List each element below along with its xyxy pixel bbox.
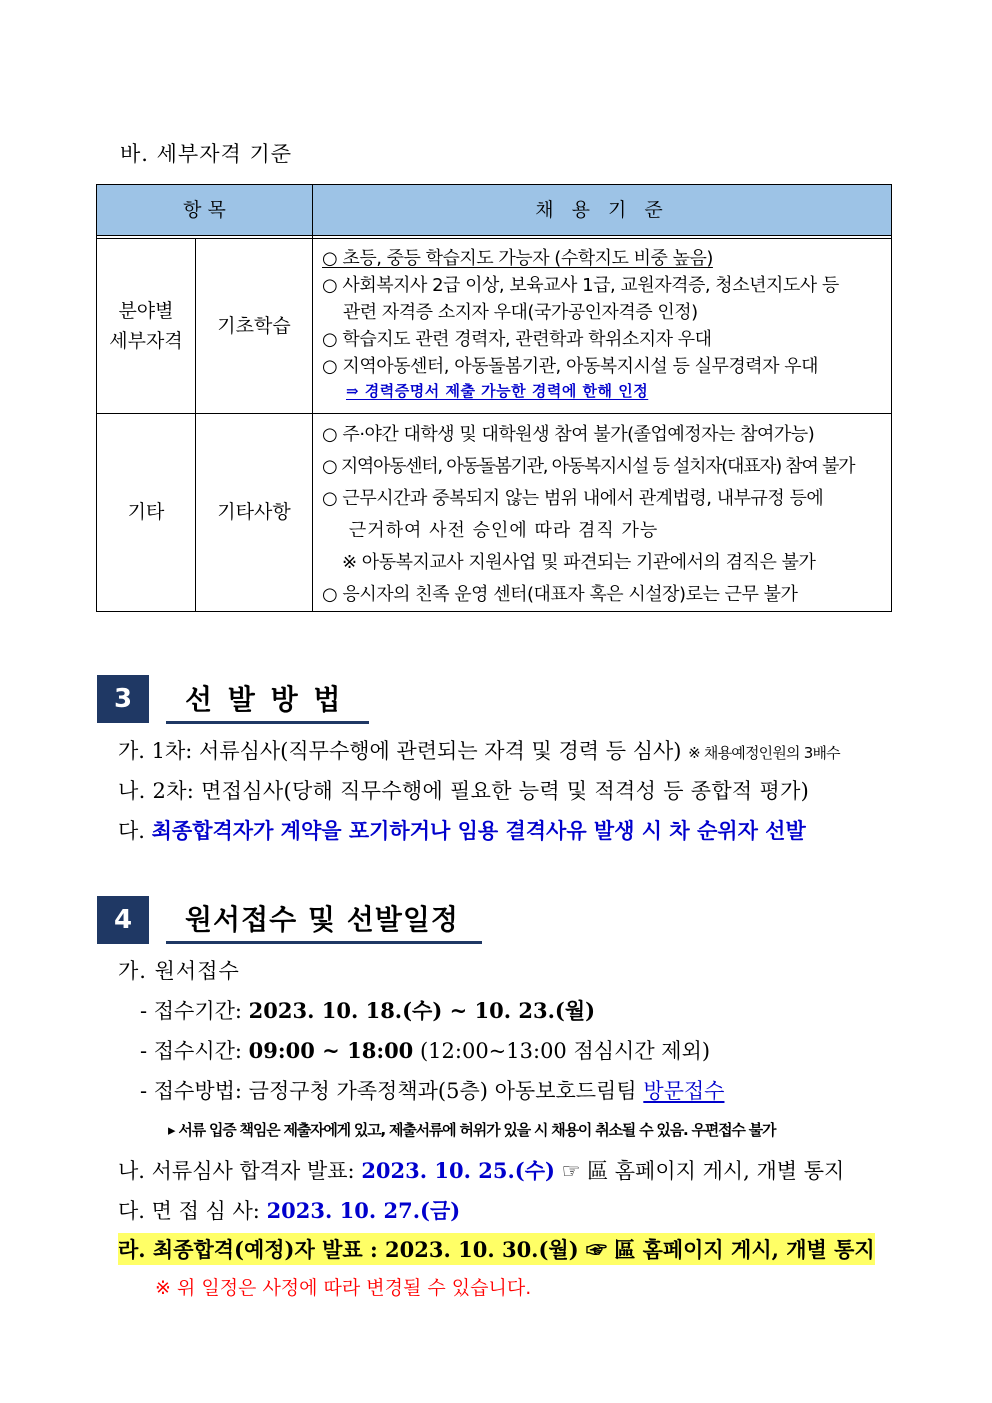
selection-step-1-note: ※ 채용예정인원의 3배수 [688,744,840,762]
row-sub: 기초학습 [217,315,291,337]
section-heading: 원서접수 및 선발일정 [185,903,459,936]
section-heading-underline [166,941,482,944]
application-period-label: - 접수기간: [140,999,249,1023]
row-category: 기타 [127,501,165,523]
section-title: 바. 세부자격 기준 [120,142,293,166]
section-heading: 선 발 방 법 [185,683,344,716]
criteria-line: 관련 자격증 소지자 우대(국가공인자격증 인정) [322,302,698,323]
selection-step-2: 나. 2차: 면접심사(당해 직무수행에 필요한 능력 및 적격성 등 종합적 평가) [118,779,810,803]
interview-schedule [118,1195,460,1225]
criteria-line: ○ 초등, 중등 학습지도 가능자 (수학지도 비중 높음) [322,248,713,269]
header-criteria: 채 용 기 준 [535,199,669,221]
criteria-line: ○ 근무시간과 중복되지 않는 범위 내에서 관계법령, 내부규정 등에 [322,488,824,509]
section-number-badge: 3 [97,675,149,723]
document-result-date: 2023. 10. 25.(수) [361,1158,555,1183]
final-result-announcement: 라. 최종합격(예정)자 발표 : 2023. 10. 30.(월) ☞ 區 홈페이지 게시, 개별 통지 [118,1233,875,1265]
criteria-line: 근거하여 사전 승인에 따라 겸직 가능 [322,520,659,541]
document-result-method: ☞ 區 홈페이지 게시, 개별 통지 [554,1159,845,1183]
application-time-extra: (12:00~13:00 점심시간 제외) [413,1039,711,1063]
selection-step-1 [118,735,840,765]
application-period [140,995,595,1025]
selection-step-3 [118,815,806,845]
table-divider [97,235,891,236]
schedule-change-notice: ※ 위 일정은 사정에 따라 변경될 수 있습니다. [155,1277,532,1299]
criteria-line: ○ 지역아동센터, 아동돌봄기관, 아동복지시설 등 실무경력자 우대 [322,356,819,377]
criteria-line: ○ 주·야간 대학생 및 대학원생 참여 불가(졸업예정자는 참여가능) [322,424,815,445]
application-method-label: - 접수방법: 금정구청 가족정책과(5층) 아동보호드림팀 [140,1079,644,1103]
document-result-label: 나. 서류심사 합격자 발표: [118,1159,362,1183]
section-heading-underline [166,721,369,724]
table-divider [312,185,313,611]
selection-step-3-prefix: 다. [118,819,152,843]
application-method [140,1075,724,1105]
application-heading: 가. 원서접수 [118,959,240,983]
criteria-line: ○ 학습지도 관련 경력자, 관련학과 학위소지자 우대 [322,329,712,350]
document-result-announcement [118,1155,844,1185]
application-time-value: 09:00 ~ 18:00 [248,1038,414,1063]
application-method-note: ▸ 서류 입증 책임은 제출자에게 있고, 제출서류에 허위가 있을 시 채용이 취소될 수 있음. 우편접수 불가 [168,1121,776,1139]
header-item: 항 목 [183,199,226,221]
application-time-label: - 접수시간: [140,1039,249,1063]
row-sub: 기타사항 [217,501,291,523]
section-number-badge: 4 [97,896,149,944]
interview-date: 2023. 10. 27.(금) [266,1198,461,1223]
selection-step-1-text: 가. 1차: 서류심사(직무수행에 관련되는 자격 및 경력 등 심사) [118,739,682,763]
row-category: 분야별 세부자격 [109,300,183,352]
application-period-value: 2023. 10. 18.(수) ~ 10. 23.(월) [248,998,596,1023]
interview-label: 다. 면 접 심 사: [118,1199,267,1223]
criteria-line: ○ 사회복지사 2급 이상, 보육교사 1급, 교원자격증, 청소년지도사 등 [322,275,839,296]
selection-step-3-text: 최종합격자가 계약을 포기하거나 임용 결격사유 발생 시 차 순위자 선발 [151,818,806,843]
criteria-line: ○ 응시자의 친족 운영 센터(대표자 혹은 시설장)로는 근무 불가 [322,584,798,605]
criteria-line: ※ 아동복지교사 지원사업 및 파견되는 기관에서의 겸직은 불가 [342,552,816,573]
application-method-value: 방문접수 [643,1079,725,1103]
application-time [140,1035,710,1065]
criteria-line: ○ 지역아동센터, 아동돌봄기관, 아동복지시설 등 설치자(대표자) 참여 불가 [322,456,855,477]
criteria-note: ⇒ 경력증명서 제출 가능한 경력에 한해 인정 [346,382,649,400]
